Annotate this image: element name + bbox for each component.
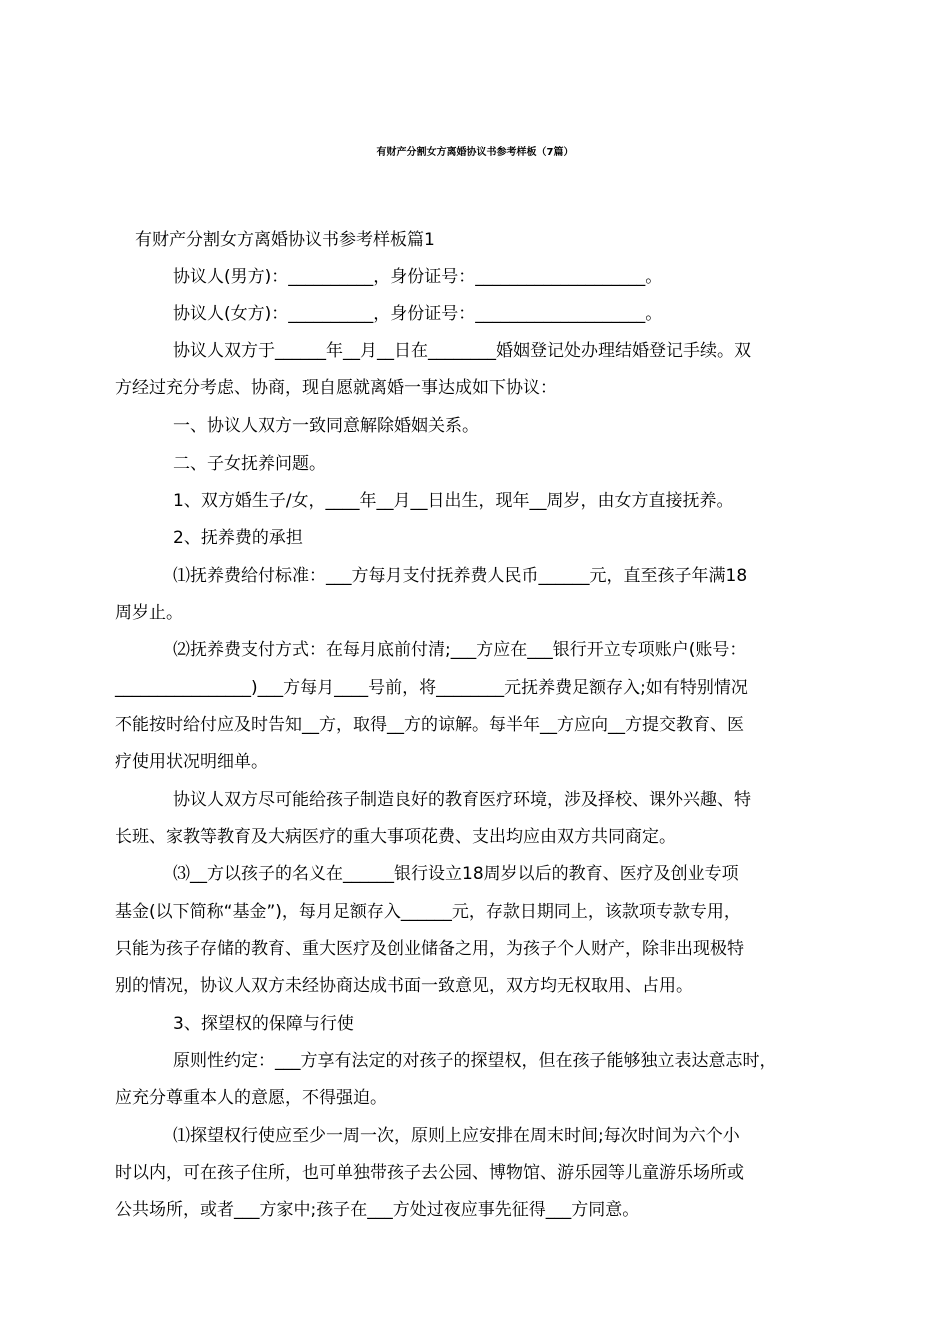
paragraph-line: 二、子女抚养问题。 [173, 454, 326, 474]
paragraph-line: 周岁止。 [115, 603, 183, 623]
section-heading: 有财产分割女方离婚协议书参考样板篇1 [135, 230, 435, 250]
paragraph-line: 应充分尊重本人的意愿，不得强迫。 [115, 1088, 387, 1108]
document-title: 有财产分割女方离婚协议书参考样板（7篇） [376, 147, 574, 158]
paragraph-line: 基金(以下简称“基金”)，每月足额存入______元，存款日期同上，该款项专款专用， [115, 902, 741, 922]
paragraph-line: 方经过充分考虑、协商，现自愿就离婚一事达成如下协议： [115, 378, 557, 398]
paragraph-line: 协议人(男方)：__________，身份证号：____________________。 [173, 267, 663, 287]
paragraph-line: 协议人双方尽可能给孩子制造良好的教育医疗环境，涉及择校、课外兴趣、特 [173, 790, 751, 810]
paragraph-line: 一、协议人双方一致同意解除婚姻关系。 [173, 416, 479, 436]
paragraph-line: 3、探望权的保障与行使 [173, 1014, 354, 1034]
paragraph-line: ⑴探望权行使应至少一周一次，原则上应安排在周末时间;每次时间为六个小 [173, 1126, 740, 1146]
paragraph-line: ________________)___方每月____号前，将________元抚养费足额存入;如有特别情况 [115, 678, 748, 698]
paragraph-line: 协议人(女方)：__________，身份证号：____________________。 [173, 304, 663, 324]
paragraph-line: 长班、家教等教育及大病医疗的重大事项花费、支出均应由双方共同商定。 [115, 827, 676, 847]
paragraph-line: ⑴抚养费给付标准：___方每月支付抚养费人民币______元，直至孩子年满18 [173, 566, 748, 586]
paragraph-line: 1、双方婚生子/女，____年__月__日出生，现年__周岁，由女方直接抚养。 [173, 491, 734, 511]
paragraph-line: 2、抚养费的承担 [173, 528, 303, 548]
paragraph-line: ⑶__方以孩子的名义在______银行设立18周岁以后的教育、医疗及创业专项 [173, 864, 739, 884]
paragraph-line: 不能按时给付应及时告知__方，取得__方的谅解。每半年__方应向__方提交教育、医 [115, 715, 744, 735]
paragraph-line: 公共场所，或者___方家中;孩子在___方处过夜应事先征得___方同意。 [115, 1200, 640, 1220]
paragraph-line: ⑵抚养费支付方式：在每月底前付清;___方应在___银行开立专项账户(账号： [173, 640, 747, 660]
paragraph-line: 只能为孩子存储的教育、重大医疗及创业储备之用，为孩子个人财产，除非出现极特 [115, 939, 744, 959]
paragraph-line: 时以内，可在孩子住所，也可单独带孩子去公园、博物馆、游乐园等儿童游乐场所或 [115, 1163, 744, 1183]
paragraph-line: 原则性约定：___方享有法定的对孩子的探望权，但在孩子能够独立表达意志时， [173, 1051, 777, 1071]
paragraph-line: 疗使用状况明细单。 [115, 752, 268, 772]
paragraph-line: 别的情况，协议人双方未经协商达成书面一致意见，双方均无权取用、占用。 [115, 976, 693, 996]
paragraph-line: 协议人双方于______年__月__日在________婚姻登记处办理结婚登记手续。双 [173, 341, 751, 361]
